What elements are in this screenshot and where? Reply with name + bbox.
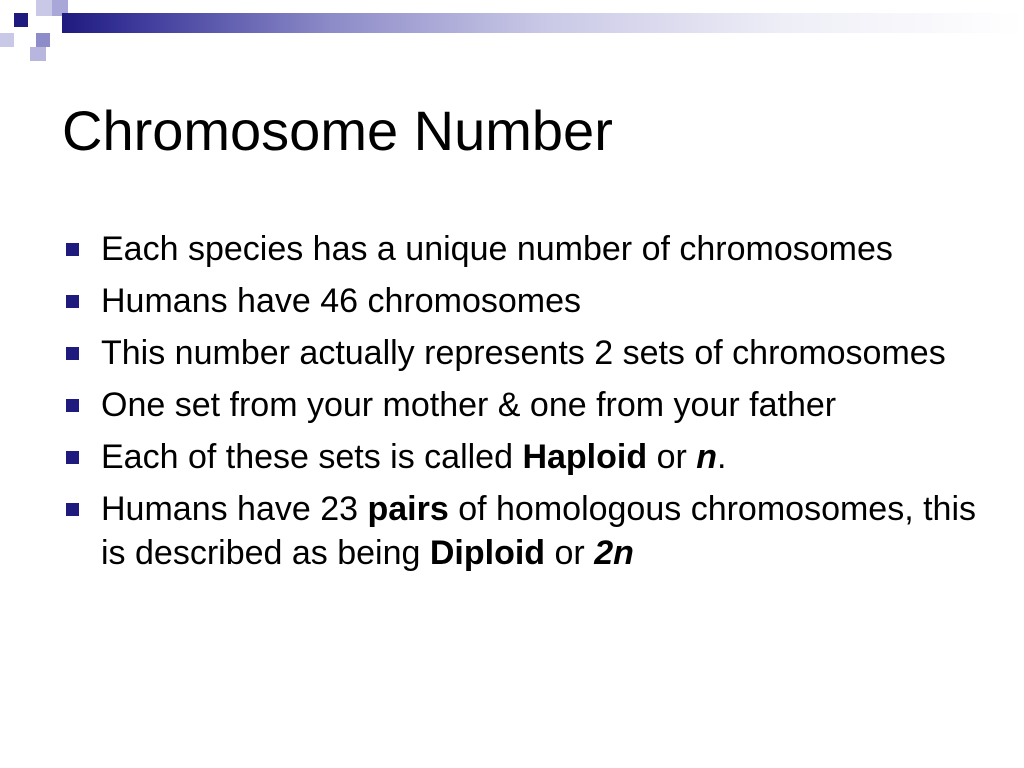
term-diploid: Diploid [429, 534, 546, 572]
bullet-text: This number actually represents 2 sets of chromosomes [101, 334, 946, 372]
square-bullet-icon [66, 451, 79, 464]
term-2n: 2n [594, 534, 634, 572]
square-bullet-icon [66, 295, 79, 308]
bullet-item [66, 227, 996, 271]
bullet-item [66, 279, 996, 323]
bullet-text: Humans have 46 chromosomes [101, 282, 582, 320]
bullet-item [66, 331, 996, 375]
square-bullet-icon [66, 503, 79, 516]
bullet-text: or [647, 438, 697, 476]
term-n: n [696, 438, 718, 476]
square-bullet-icon [66, 347, 79, 360]
bullet-item [66, 383, 996, 427]
bullet-text: One set from your mother & one from your father [101, 386, 837, 424]
deco-square-dark [14, 13, 28, 27]
bullet-text: . [717, 438, 727, 476]
square-bullet-icon [66, 399, 79, 412]
bullet-item [66, 487, 996, 575]
header-decoration [0, 0, 1024, 70]
header-gradient-bar [62, 13, 1024, 33]
bullet-text: or [545, 534, 595, 572]
deco-square-mid [36, 33, 50, 47]
bullet-text: of homologous chromosomes, this is described as being [101, 490, 977, 572]
term-haploid: Haploid [522, 438, 648, 476]
bullet-item [66, 435, 996, 479]
square-bullet-icon [66, 243, 79, 256]
deco-square-light [0, 33, 14, 47]
slide-title: Chromosome Number [62, 99, 613, 162]
bullet-text: Each species has a unique number of chromosomes [101, 230, 893, 268]
deco-square-light [36, 0, 52, 16]
bullet-text: Each of these sets is called [101, 438, 523, 476]
deco-square-light [30, 47, 46, 61]
bullet-list [66, 227, 996, 583]
term-pairs: pairs [367, 490, 449, 528]
bullet-text: Humans have 23 [101, 490, 368, 528]
